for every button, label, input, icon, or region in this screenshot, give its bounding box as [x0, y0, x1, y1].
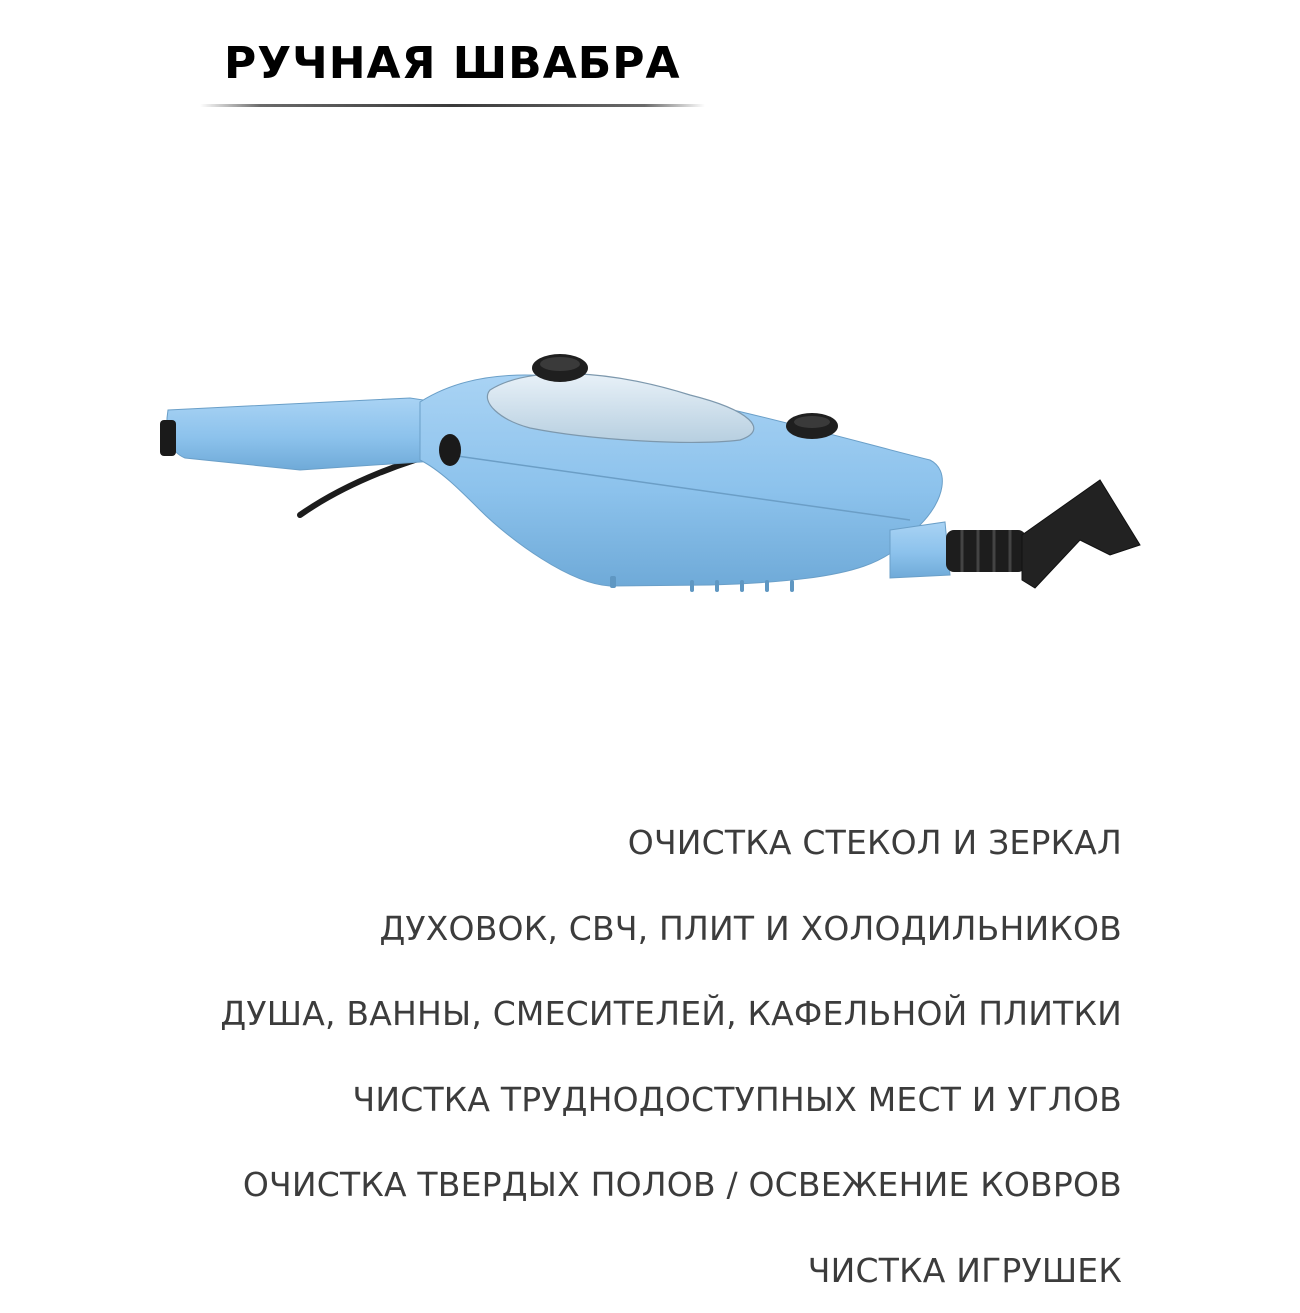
handle-cap	[160, 420, 176, 456]
cord-grommet	[439, 434, 461, 466]
handle	[167, 398, 450, 470]
feature-item: ОЧИСТКА ТВЕРДЫХ ПОЛОВ / ОСВЕЖЕНИЕ КОВРОВ	[220, 1142, 1122, 1228]
page-title: РУЧНАЯ ШВАБРА	[224, 38, 681, 90]
title-underline	[200, 104, 705, 107]
feature-item: ЧИСТКА ИГРУШЕК	[220, 1228, 1122, 1313]
nozzle-head	[1022, 480, 1140, 588]
nozzle-neck	[890, 522, 950, 578]
feature-item: ДУХОВОК, СВЧ, ПЛИТ И ХОЛОДИЛЬНИКОВ	[220, 886, 1122, 972]
ribbed-connector	[946, 530, 1026, 572]
feature-item: ЧИСТКА ТРУДНОДОСТУПНЫХ МЕСТ И УГЛОВ	[220, 1057, 1122, 1143]
features-list	[220, 800, 1122, 1313]
feature-item: ДУША, ВАННЫ, СМЕСИТЕЛЕЙ, КАФЕЛЬНОЙ ПЛИТКИ	[220, 971, 1122, 1057]
handheld-steam-mop-image	[150, 340, 1150, 630]
handheld-steam-mop-icon	[150, 340, 1150, 630]
feature-item: ОЧИСТКА СТЕКОЛ И ЗЕРКАЛ	[220, 800, 1122, 886]
